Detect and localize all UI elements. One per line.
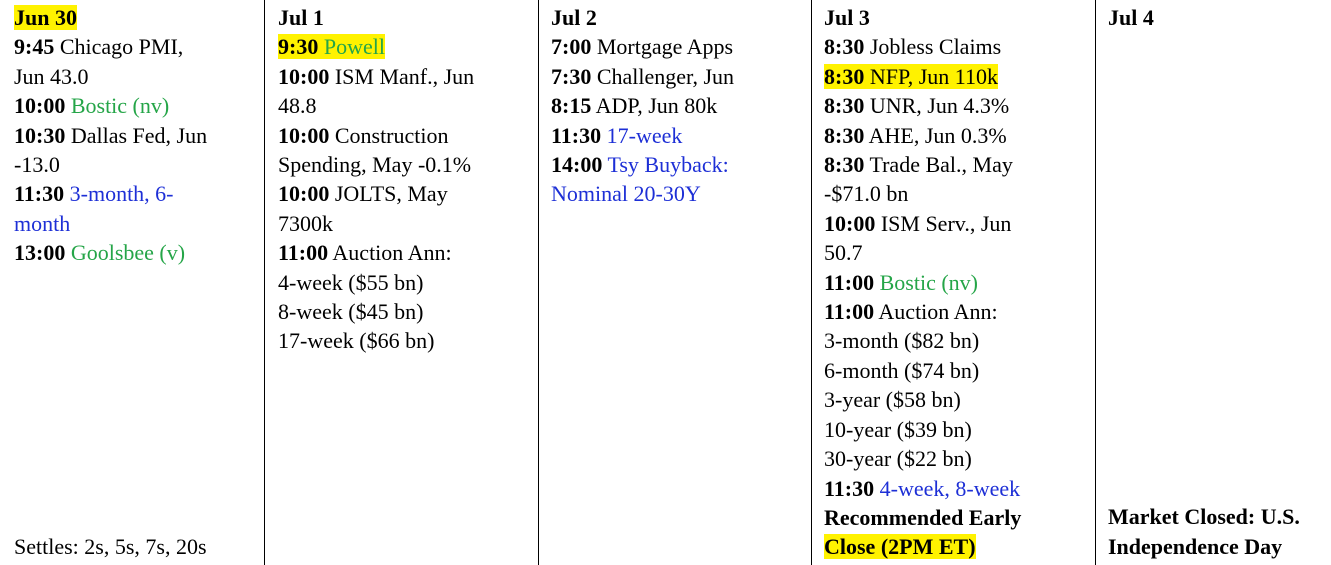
early-close-note: Recommended Early (824, 504, 1022, 530)
event-row: 50.7 (824, 240, 863, 266)
day-date: Jul 2 (551, 5, 597, 30)
event-row: 10-year ($39 bn) (824, 416, 972, 442)
event-row: 7300k (278, 210, 333, 236)
event-row: 13:00 Goolsbee (v) (14, 240, 186, 266)
event-row: 8:30 Jobless Claims (824, 34, 1002, 60)
event-row: 10:00 Construction (278, 122, 449, 148)
early-close-note: Close (2PM ET) (824, 534, 976, 560)
day-column-jul-2 (538, 0, 811, 565)
day-date: Jul 1 (278, 5, 324, 30)
day-date: Jun 30 (14, 5, 77, 30)
day-date: Jul 4 (1108, 5, 1154, 30)
settles-footer: Settles: 2s, 5s, 7s, 20s (14, 533, 207, 559)
day-column-jul-3 (811, 0, 1095, 565)
event-row: 10:00 Bostic (nv) (14, 93, 170, 119)
event-row: 7:00 Mortgage Apps (551, 34, 734, 60)
event-row: 7:30 Challenger, Jun (551, 63, 735, 89)
event-row: 17-week ($66 bn) (278, 328, 435, 354)
event-row: 10:00 ISM Manf., Jun (278, 63, 475, 89)
event-row: 8:30 Trade Bal., May (824, 152, 1013, 178)
event-row: month (14, 210, 71, 236)
event-row: Nominal 20-30Y (551, 181, 701, 207)
event-row: 11:00 Auction Ann: (278, 240, 452, 266)
event-row: 8:30 NFP, Jun 110k (824, 63, 998, 89)
event-row: 8:15 ADP, Jun 80k (551, 93, 718, 119)
event-row: 3-year ($58 bn) (824, 387, 961, 413)
event-row: 9:45 Chicago PMI, (14, 34, 184, 60)
event-row: 30-year ($22 bn) (824, 446, 972, 472)
event-row: -13.0 (14, 152, 60, 178)
event-row: 4-week ($55 bn) (278, 269, 424, 295)
event-row: 8:30 AHE, Jun 0.3% (824, 122, 1007, 148)
day-column-jun-30 (0, 0, 264, 565)
day-column-jul-1 (264, 0, 538, 565)
event-row: 11:30 17-week (551, 122, 683, 148)
event-row: 8:30 UNR, Jun 4.3% (824, 93, 1010, 119)
event-row: -$71.0 bn (824, 181, 909, 207)
event-row: 11:00 Auction Ann: (824, 299, 998, 325)
event-row: 11:30 3-month, 6- (14, 181, 174, 207)
event-row: 3-month ($82 bn) (824, 328, 980, 354)
event-row: 10:00 JOLTS, May (278, 181, 448, 207)
event-row: 10:30 Dallas Fed, Jun (14, 122, 208, 148)
event-row: 48.8 (278, 93, 317, 119)
event-row: 11:00 Bostic (nv) (824, 269, 979, 295)
event-row: 6-month ($74 bn) (824, 357, 980, 383)
day-date: Jul 3 (824, 5, 870, 30)
event-row: 14:00 Tsy Buyback: (551, 152, 729, 178)
event-row: 10:00 ISM Serv., Jun (824, 210, 1012, 236)
day-column-jul-4 (1095, 0, 1331, 565)
event-row: Jun 43.0 (14, 63, 89, 89)
event-row: 9:30 Powell (278, 34, 385, 60)
event-row: Spending, May -0.1% (278, 152, 472, 178)
market-closed-note: Market Closed: U.S. Independence Day (1108, 504, 1300, 559)
event-row: 11:30 4-week, 8-week (824, 475, 1021, 501)
event-row: 8-week ($45 bn) (278, 299, 424, 325)
